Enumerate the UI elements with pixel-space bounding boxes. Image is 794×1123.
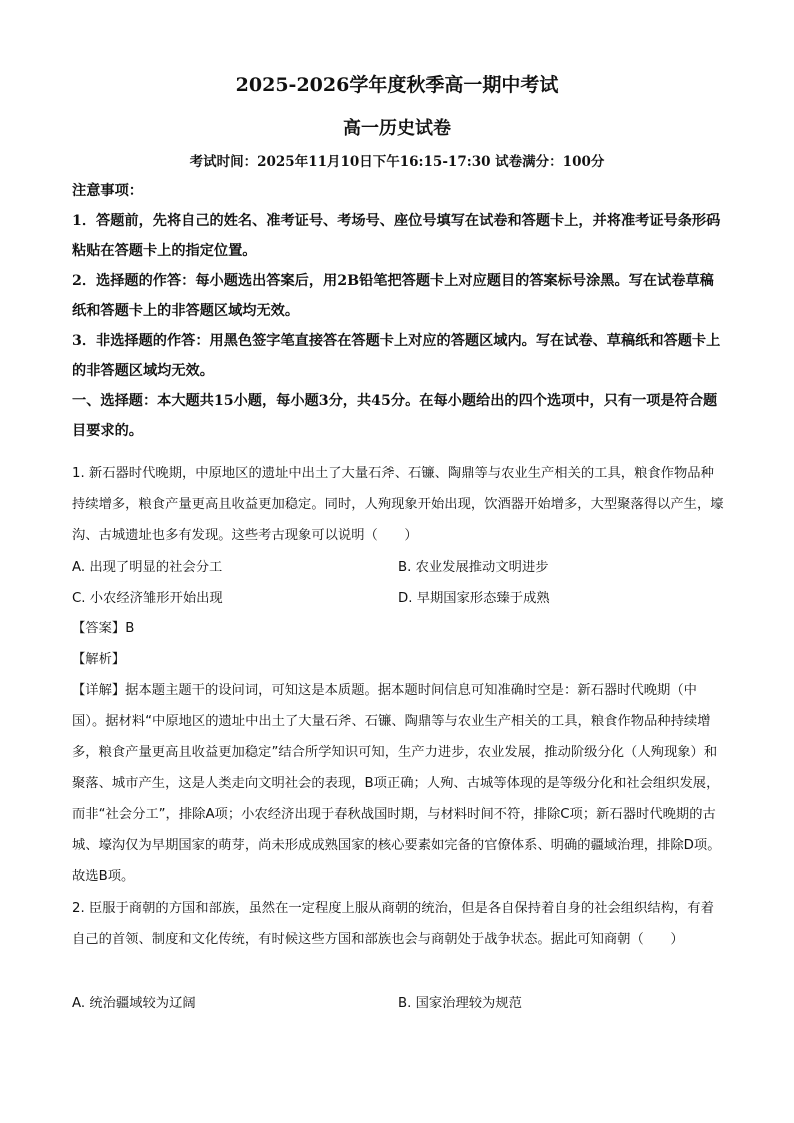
instruction-item: 3．非选择题的作答：用黑色签字笔直接答在答题卡上对应的答题区域内。写在试卷、草稿纸和答题卡上的非答题区域均无效。 — [72, 333, 721, 379]
section-heading: 一、选择题：本大题共15小题，每小题3分，共45分。在每小题给出的四个选项中，只有一项是符合题目要求的。 — [72, 393, 718, 439]
option-a: A. 统治疆域较为辽阔 — [72, 996, 196, 1011]
question-1-detail: 【详解】据本题主题干的设问词，可知这是本质题。据本题时间信息可知准确时空是：新石器时代晚期（中国）。据材料“中原地区的遗址中出土了大量石斧、石镰、陶鼎等与农业生产相关的工具，粮食作物品种持续增多，粮食产量更高且收益更加稳定”结合所学知识可知，生产力进步，农业发展，推动阶级分化（人殉现象）和聚落、城市产生，这是人类走向文明社会的表现，B项正确；人殉、古城等体现的是等级分化和社会组织发展，而非“社会分工”，排除A项；小农经济出现于春秋战国时期，与材料时间不符，排除C项；新石器时代晚期的古城、壕沟仅为早期国家的萌芽，尚未形成成熟国家的核心要素如完备的官僚体系、明确的疆域治理，排除D项。故选B项。 — [72, 683, 721, 884]
instruction-item: 1．答题前，先将自己的姓名、准考证号、考场号、座位号填写在试卷和答题卡上，并将准考证号条形码粘贴在答题卡上的指定位置。 — [72, 213, 721, 259]
question-1-options — [72, 556, 724, 616]
answer-line — [72, 613, 724, 644]
question-2-options — [72, 992, 724, 1022]
exam-subtitle: 高一历史试卷 — [343, 118, 451, 139]
option-b: B. 农业发展推动文明进步 — [398, 560, 549, 575]
question-2-stem: 2. 臣服于商朝的方国和部族，虽然在一定程度上服从商朝的统治，但是各自保持着自身的社会组织结构，有着自己的首领、制度和文化传统，有时候这些方国和部族也会与商朝处于战争状态。据此可知商朝（ ） — [72, 901, 714, 947]
option-a: A. 出现了明显的社会分工 — [72, 560, 223, 575]
option-b: B. 国家治理较为规范 — [398, 996, 522, 1011]
instructions — [72, 176, 724, 446]
question-1-stem: 1. 新石器时代晚期，中原地区的遗址中出土了大量石斧、石镰、陶鼎等与农业生产相关的工具，粮食作物品种持续增多，粮食产量更高且收益更加稳定。同时，人殉现象开始出现，饮酒器开始增多，大型聚落得以产生，壕沟、古城遗址也多有发现。这些考古现象可以说明（ ） — [72, 466, 724, 543]
exam-title: 2025-2026学年度秋季高一期中考试 — [235, 74, 559, 96]
exam-info: 考试时间：2025年11月10日下午16:15-17:30 试卷满分：100分 — [189, 154, 605, 170]
option-c: C. 小农经济雏形开始出现 — [72, 591, 223, 606]
answer-label: 【答案】 — [72, 621, 126, 636]
instructions-heading: 注意事项： — [72, 183, 143, 199]
answer-value: B — [125, 621, 135, 636]
instruction-item: 2．选择题的作答：每小题选出答案后，用2B铅笔把答题卡上对应题目的答案标号涂黑。写在试卷草稿纸和答题卡上的非答题区域均无效。 — [72, 273, 714, 319]
option-d: D. 早期国家形态臻于成熟 — [398, 591, 550, 606]
analysis-label: 【解析】 — [72, 652, 126, 667]
